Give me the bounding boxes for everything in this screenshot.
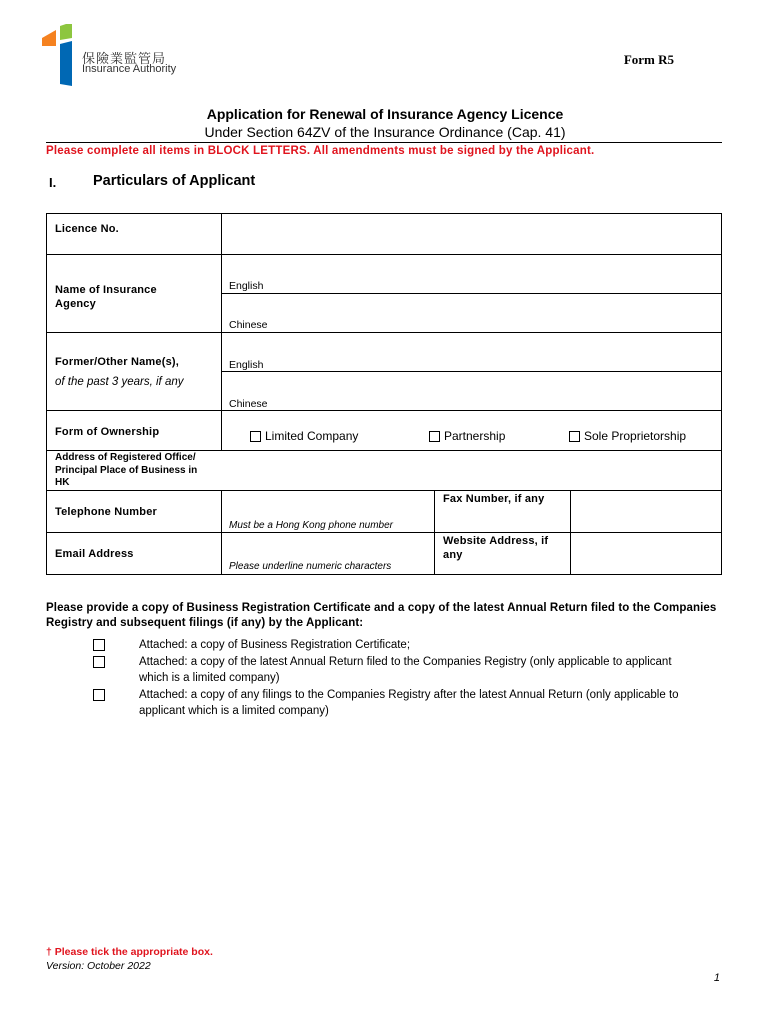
agency-name-chinese-field[interactable] [222, 294, 721, 332]
former-names-note: of the past 3 years, if any [55, 376, 184, 388]
former-names-english-label: English [229, 359, 264, 371]
option-label: Partnership [444, 429, 506, 443]
ownership-option-limited-company[interactable] [250, 429, 358, 443]
page-number: 1 [713, 972, 720, 984]
option-label: Limited Company [265, 429, 359, 443]
telephone-field[interactable] [222, 491, 434, 532]
telephone-note: Must be a Hong Kong phone number [229, 520, 393, 531]
attachment-item-subsequent-filings: Attached: a copy of any filings to the Companies Registry after the latest Annual Return (only applicable to applicant which is a limited company) [139, 689, 679, 717]
fax-field[interactable] [571, 491, 721, 532]
ownership-option-sole-proprietorship[interactable] [569, 429, 686, 443]
attachment-item-annual-return: Attached: a copy of the latest Annual Return filed to the Companies Registry (only applicable to applicant which is a limited company) [139, 656, 672, 684]
email-note: Please underline numeric characters [229, 561, 392, 572]
checkbox-icon[interactable] [429, 431, 440, 442]
checkbox-icon[interactable] [250, 431, 261, 442]
section-number: I. [49, 175, 57, 190]
email-field[interactable] [222, 533, 434, 574]
option-label: Sole Proprietorship [584, 429, 687, 443]
form-code: Form R5 [623, 52, 674, 67]
instruction-text: Please complete all items in BLOCK LETTERS. All amendments must be signed by the Applicant. [46, 145, 595, 157]
checkbox-icon[interactable] [93, 639, 105, 651]
logo-english-text: Insurance Authority [82, 63, 177, 75]
agency-name-chinese-label: Chinese [229, 319, 268, 331]
title-divider [46, 142, 722, 143]
particulars-table [46, 213, 722, 575]
email-label: Email Address [55, 548, 134, 560]
page-subtitle: Under Section 64ZV of the Insurance Ordinance (Cap. 41) [204, 124, 566, 140]
ownership-option-partnership[interactable] [429, 429, 505, 443]
telephone-label: Telephone Number [55, 506, 158, 518]
former-names-chinese-label: Chinese [229, 398, 268, 410]
checkbox-icon[interactable] [93, 656, 105, 668]
section-title: Particulars of Applicant [93, 173, 256, 189]
footnote-tick: † Please tick the appropriate box. [46, 946, 213, 958]
page-title: Application for Renewal of Insurance Agency Licence [206, 106, 564, 122]
address-field[interactable] [222, 451, 721, 490]
checkbox-icon[interactable] [93, 689, 105, 701]
agency-name-label: Name of Insurance Agency [55, 284, 157, 310]
agency-name-english-label: English [229, 280, 264, 292]
former-names-chinese-field[interactable] [222, 372, 721, 410]
agency-name-english-field[interactable] [222, 255, 721, 293]
ownership-label: Form of Ownership [55, 426, 160, 438]
version-text: Version: October 2022 [46, 960, 151, 972]
fax-label: Fax Number, if any [443, 493, 545, 505]
former-names-english-field[interactable] [222, 333, 721, 371]
licence-no-label: Licence No. [55, 223, 119, 235]
logo-chinese-text: 保險業監管局 [82, 52, 167, 67]
website-field[interactable] [571, 533, 721, 574]
attachments-intro: Please provide a copy of Business Registration Certificate and a copy of the latest Annual Return filed to the Companies Registry and subsequent filings (if any) by the Applicant: [46, 602, 717, 629]
website-label: Website Address, if any [443, 535, 549, 561]
licence-no-field[interactable] [222, 214, 721, 254]
checkbox-icon[interactable] [569, 431, 580, 442]
address-label: Address of Registered Office/ Principal Place of Business in HK [55, 452, 198, 488]
former-names-label: Former/Other Name(s), [55, 356, 180, 368]
attachment-item-br-certificate: Attached: a copy of Business Registration Certificate; [139, 639, 411, 651]
